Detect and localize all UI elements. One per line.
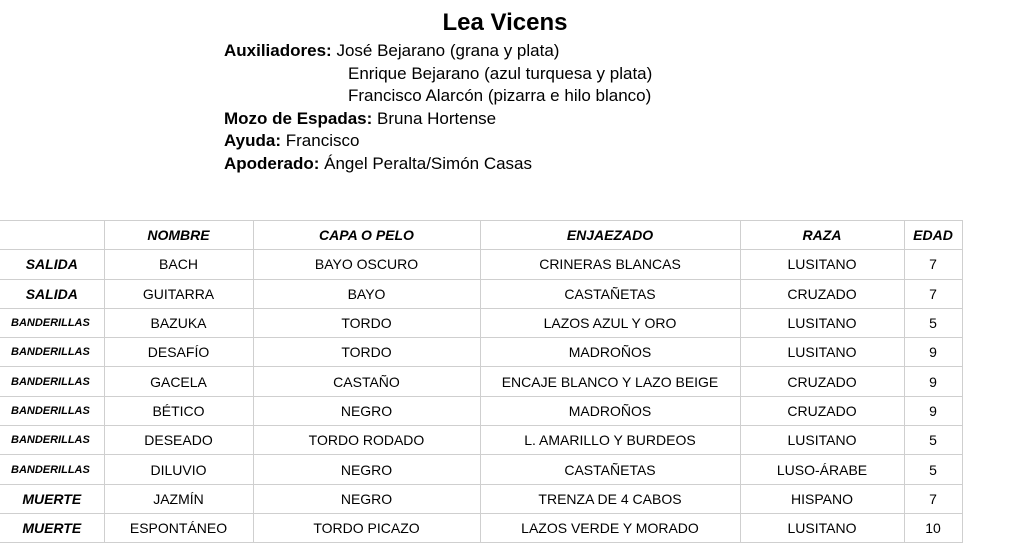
suerte-cell: BANDERILLAS (0, 455, 104, 484)
header-raza: RAZA (740, 221, 904, 250)
table-header-row (0, 221, 962, 250)
enjaezado-cell: TRENZA DE 4 CABOS (480, 484, 740, 513)
edad-cell: 9 (904, 338, 962, 367)
suerte-cell: SALIDA (0, 279, 104, 308)
suerte-cell: BANDERILLAS (0, 308, 104, 337)
capa-cell: TORDO (253, 338, 480, 367)
table-row (0, 484, 962, 513)
table-row (0, 279, 962, 308)
nombre-cell: JAZMÍN (104, 484, 253, 513)
enjaezado-cell: MADROÑOS (480, 396, 740, 425)
mozo-label: Mozo de Espadas: (224, 108, 373, 128)
raza-cell: CRUZADO (740, 367, 904, 396)
raza-cell: LUSITANO (740, 513, 904, 542)
suerte-cell: BANDERILLAS (0, 338, 104, 367)
suerte-cell: BANDERILLAS (0, 367, 104, 396)
suerte-cell: BANDERILLAS (0, 396, 104, 425)
enjaezado-cell: CRINERAS BLANCAS (480, 250, 740, 279)
suerte-cell: SALIDA (0, 250, 104, 279)
raza-cell: HISPANO (740, 484, 904, 513)
table-row (0, 367, 962, 396)
ayuda-label: Ayuda: (224, 131, 281, 151)
auxiliador-name: José Bejarano (grana y plata) (336, 41, 560, 60)
mozo-row (224, 108, 652, 131)
nombre-cell: DILUVIO (104, 455, 253, 484)
enjaezado-cell: MADROÑOS (480, 338, 740, 367)
header-capa: CAPA O PELO (253, 221, 480, 250)
enjaezado-cell: CASTAÑETAS (480, 279, 740, 308)
table-row (0, 426, 962, 455)
nombre-cell: DESEADO (104, 426, 253, 455)
table-row (0, 250, 962, 279)
auxiliadores-row (224, 40, 652, 63)
capa-cell: BAYO OSCURO (253, 250, 480, 279)
header-edad: EDAD (904, 221, 962, 250)
auxiliador-row (224, 85, 652, 108)
edad-cell: 7 (904, 484, 962, 513)
auxiliador-name: Enrique Bejarano (azul turquesa y plata) (348, 63, 653, 83)
suerte-cell: MUERTE (0, 513, 104, 542)
enjaezado-cell: ENCAJE BLANCO Y LAZO BEIGE (480, 367, 740, 396)
capa-cell: BAYO (253, 279, 480, 308)
nombre-cell: GACELA (104, 367, 253, 396)
apoderado-row (224, 153, 652, 176)
ayuda-row (224, 130, 652, 153)
ayuda-name: Francisco (285, 131, 360, 151)
nombre-cell: BÉTICO (104, 396, 253, 425)
raza-cell: LUSITANO (740, 308, 904, 337)
suerte-cell: MUERTE (0, 484, 104, 513)
edad-cell: 9 (904, 396, 962, 425)
table-row (0, 455, 962, 484)
capa-cell: TORDO PICAZO (253, 513, 480, 542)
capa-cell: NEGRO (253, 396, 480, 425)
auxiliadores-label: Auxiliadores: (224, 41, 332, 60)
horses-table (0, 220, 963, 543)
capa-cell: CASTAÑO (253, 367, 480, 396)
enjaezado-cell: L. AMARILLO Y BURDEOS (480, 426, 740, 455)
nombre-cell: GUITARRA (104, 279, 253, 308)
capa-cell: TORDO (253, 308, 480, 337)
raza-cell: CRUZADO (740, 279, 904, 308)
table-row (0, 308, 962, 337)
enjaezado-cell: LAZOS AZUL Y ORO (480, 308, 740, 337)
auxiliador-name: Francisco Alarcón (pizarra e hilo blanco) (348, 86, 652, 106)
edad-cell: 5 (904, 308, 962, 337)
suerte-cell: BANDERILLAS (0, 426, 104, 455)
auxiliador-row (224, 63, 652, 86)
crew-info (224, 40, 652, 176)
page-title: Lea Vicens (442, 9, 568, 36)
apoderado-name: Ángel Peralta/Simón Casas (324, 153, 533, 173)
table-row (0, 396, 962, 425)
edad-cell: 10 (904, 513, 962, 542)
table-row (0, 338, 962, 367)
nombre-cell: BAZUKA (104, 308, 253, 337)
apoderado-label: Apoderado: (224, 153, 320, 173)
edad-cell: 7 (904, 250, 962, 279)
edad-cell: 9 (904, 367, 962, 396)
nombre-cell: BACH (104, 250, 253, 279)
raza-cell: LUSITANO (740, 338, 904, 367)
enjaezado-cell: CASTAÑETAS (480, 455, 740, 484)
capa-cell: TORDO RODADO (253, 426, 480, 455)
header-nombre: NOMBRE (104, 221, 253, 250)
raza-cell: CRUZADO (740, 396, 904, 425)
edad-cell: 7 (904, 279, 962, 308)
raza-cell: LUSO-ÁRABE (740, 455, 904, 484)
capa-cell: NEGRO (253, 484, 480, 513)
enjaezado-cell: LAZOS VERDE Y MORADO (480, 513, 740, 542)
raza-cell: LUSITANO (740, 250, 904, 279)
nombre-cell: ESPONTÁNEO (104, 513, 253, 542)
edad-cell: 5 (904, 455, 962, 484)
mozo-name: Bruna Hortense (377, 108, 497, 128)
edad-cell: 5 (904, 426, 962, 455)
header-empty (0, 221, 104, 250)
table-row (0, 513, 962, 542)
capa-cell: NEGRO (253, 455, 480, 484)
header-enjaezado: ENJAEZADO (480, 221, 740, 250)
nombre-cell: DESAFÍO (104, 338, 253, 367)
raza-cell: LUSITANO (740, 426, 904, 455)
